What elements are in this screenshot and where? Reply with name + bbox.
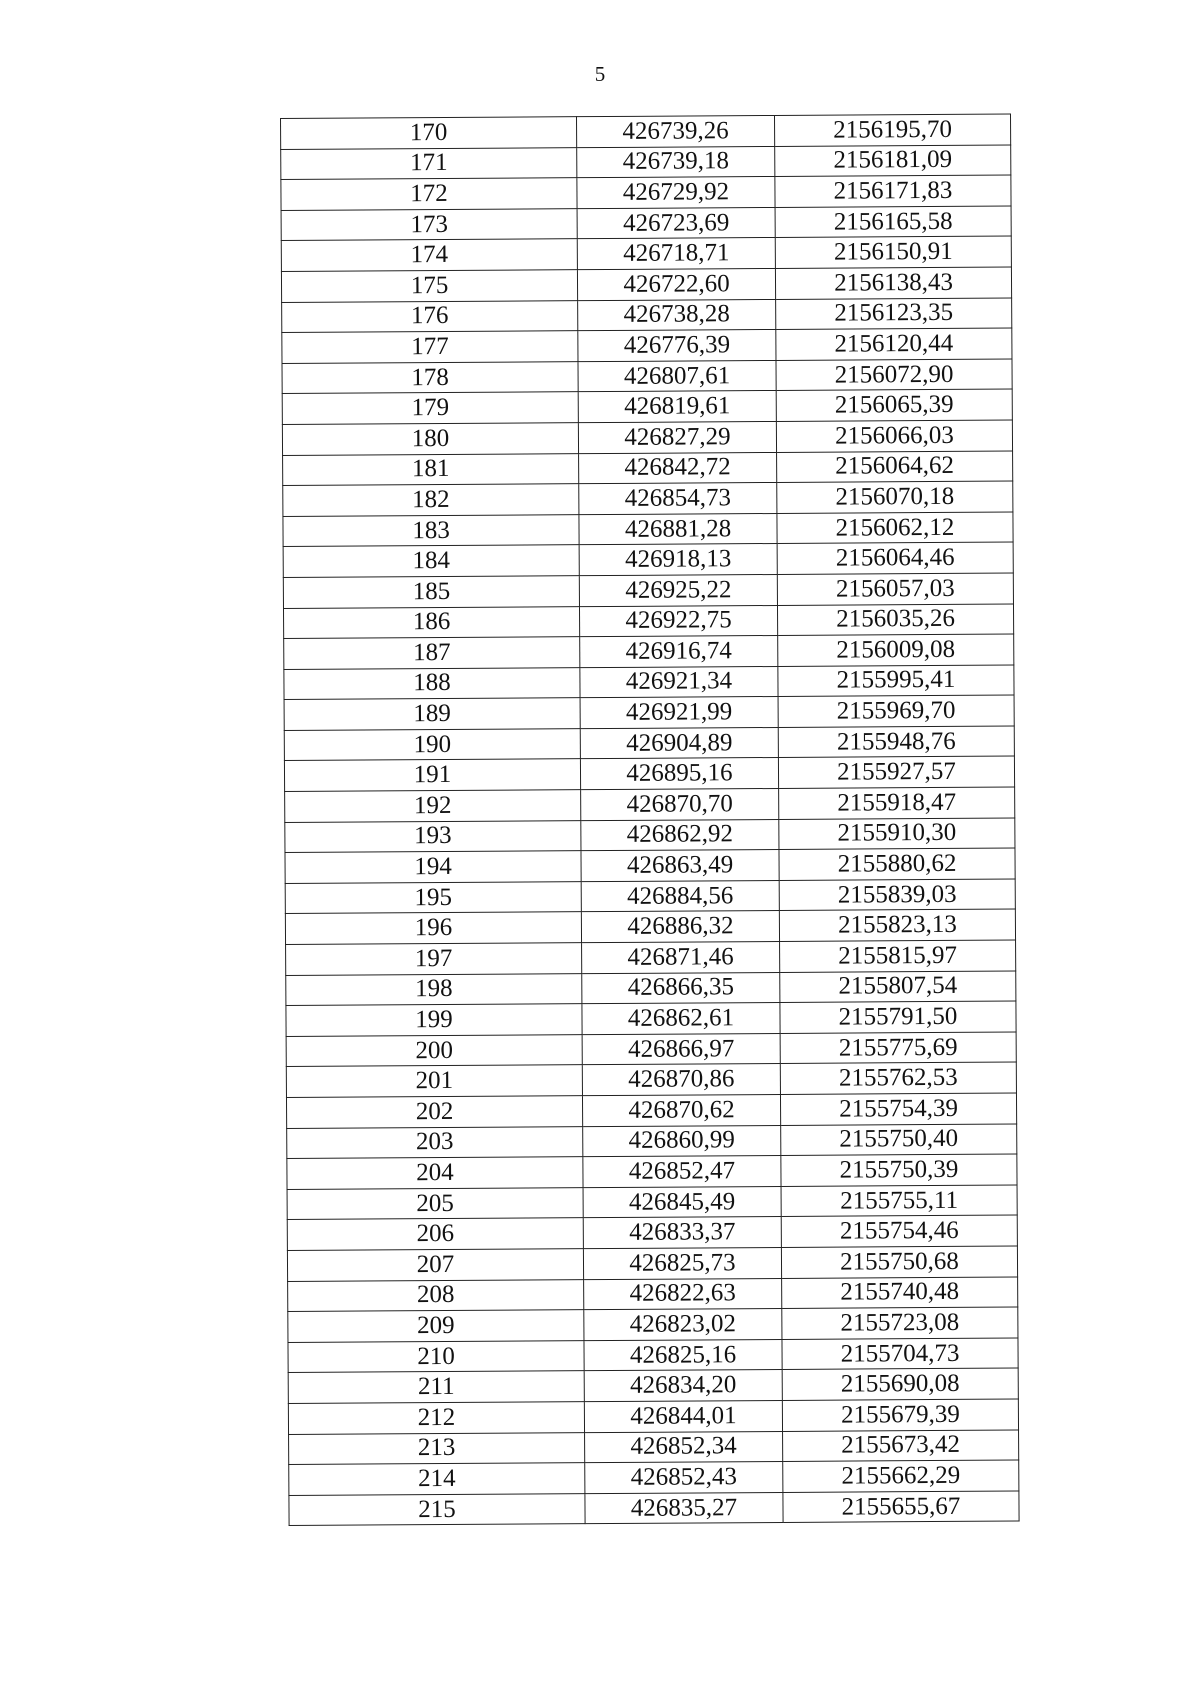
x-coordinate-cell: 426895,16	[580, 758, 778, 790]
x-coordinate-cell: 426718,71	[577, 238, 775, 270]
table-row	[286, 1093, 1016, 1128]
x-coordinate-cell: 426866,97	[582, 1033, 780, 1065]
x-coordinate-cell: 426870,62	[582, 1094, 780, 1126]
x-coordinate-cell: 426823,02	[584, 1309, 782, 1341]
x-coordinate-cell: 426862,92	[581, 819, 779, 851]
table-row	[285, 879, 1015, 914]
table-row	[284, 665, 1014, 700]
table-row	[285, 848, 1015, 883]
table-row	[281, 114, 1011, 149]
y-coordinate-cell: 2155673,42	[783, 1430, 1019, 1462]
y-coordinate-cell: 2155750,68	[781, 1246, 1017, 1278]
table-row	[283, 512, 1013, 547]
point-number-cell: 182	[283, 484, 579, 516]
x-coordinate-cell: 426925,22	[579, 574, 777, 606]
y-coordinate-cell: 2155762,53	[780, 1062, 1016, 1094]
x-coordinate-cell: 426819,61	[578, 391, 776, 423]
table-row	[288, 1338, 1018, 1373]
point-number-cell: 177	[282, 331, 578, 363]
y-coordinate-cell: 2156165,58	[775, 206, 1011, 238]
x-coordinate-cell: 426884,56	[581, 880, 779, 912]
point-number-cell: 208	[288, 1279, 584, 1311]
y-coordinate-cell: 2155754,46	[781, 1215, 1017, 1247]
x-coordinate-cell: 426852,47	[583, 1156, 781, 1188]
table-row	[285, 787, 1015, 822]
y-coordinate-cell: 2155948,76	[778, 726, 1014, 758]
table-row	[288, 1307, 1018, 1342]
y-coordinate-cell: 2155690,08	[782, 1368, 1018, 1400]
table-row	[281, 206, 1011, 241]
point-number-cell: 214	[289, 1463, 585, 1495]
point-number-cell: 192	[285, 790, 581, 822]
x-coordinate-cell: 426739,18	[577, 146, 775, 178]
point-number-cell: 189	[284, 698, 580, 730]
point-number-cell: 197	[286, 943, 582, 975]
x-coordinate-cell: 426922,75	[579, 605, 777, 637]
y-coordinate-cell: 2155791,50	[780, 1001, 1016, 1033]
x-coordinate-cell: 426870,70	[581, 789, 779, 821]
table-row	[281, 267, 1011, 302]
table-row	[282, 298, 1012, 333]
y-coordinate-cell: 2156120,44	[776, 328, 1012, 360]
table-row	[282, 359, 1012, 394]
x-coordinate-cell: 426842,72	[579, 452, 777, 484]
x-coordinate-cell: 426738,28	[578, 299, 776, 331]
x-coordinate-cell: 426852,34	[585, 1431, 783, 1463]
x-coordinate-cell: 426833,37	[583, 1217, 781, 1249]
y-coordinate-cell: 2156065,39	[776, 389, 1012, 421]
y-coordinate-cell: 2155927,57	[778, 756, 1014, 788]
point-number-cell: 203	[287, 1126, 583, 1158]
y-coordinate-cell: 2155880,62	[779, 848, 1015, 880]
x-coordinate-cell: 426870,86	[582, 1064, 780, 1096]
table-row	[287, 1185, 1017, 1220]
table-row	[281, 175, 1011, 210]
point-number-cell: 174	[281, 239, 577, 271]
x-coordinate-cell: 426921,34	[580, 666, 778, 698]
x-coordinate-cell: 426723,69	[577, 207, 775, 239]
x-coordinate-cell: 426729,92	[577, 177, 775, 209]
y-coordinate-cell: 2156057,03	[777, 573, 1013, 605]
x-coordinate-cell: 426825,73	[583, 1247, 781, 1279]
table-row	[281, 236, 1011, 271]
point-number-cell: 173	[281, 208, 577, 240]
y-coordinate-cell: 2155662,29	[783, 1460, 1019, 1492]
y-coordinate-cell: 2155910,30	[779, 818, 1015, 850]
x-coordinate-cell: 426722,60	[577, 268, 775, 300]
x-coordinate-cell: 426852,43	[585, 1462, 783, 1494]
point-number-cell: 202	[286, 1096, 582, 1128]
y-coordinate-cell: 2155750,40	[781, 1124, 1017, 1156]
table-row	[289, 1491, 1019, 1526]
y-coordinate-cell: 2155995,41	[778, 665, 1014, 697]
x-coordinate-cell: 426921,99	[580, 697, 778, 729]
y-coordinate-cell: 2155918,47	[779, 787, 1015, 819]
page-number: 5	[594, 62, 606, 86]
table-row	[283, 481, 1013, 516]
point-number-cell: 183	[283, 514, 579, 546]
table-row	[286, 1032, 1016, 1067]
x-coordinate-cell: 426881,28	[579, 513, 777, 545]
x-coordinate-cell: 426835,27	[585, 1492, 783, 1524]
table-row	[283, 451, 1013, 486]
y-coordinate-cell: 2156070,18	[777, 481, 1013, 513]
point-number-cell: 198	[286, 973, 582, 1005]
point-number-cell: 175	[281, 270, 577, 302]
y-coordinate-cell: 2155740,48	[782, 1277, 1018, 1309]
x-coordinate-cell: 426845,49	[583, 1186, 781, 1218]
table-row	[285, 909, 1015, 944]
table-row	[283, 604, 1013, 639]
point-number-cell: 215	[289, 1493, 585, 1525]
point-number-cell: 201	[286, 1065, 582, 1097]
x-coordinate-cell: 426807,61	[578, 360, 776, 392]
y-coordinate-cell: 2156150,91	[775, 236, 1011, 268]
point-number-cell: 196	[285, 912, 581, 944]
point-number-cell: 206	[287, 1218, 583, 1250]
point-number-cell: 210	[288, 1340, 584, 1372]
y-coordinate-cell: 2155755,11	[781, 1185, 1017, 1217]
point-number-cell: 190	[284, 729, 580, 761]
table-row	[284, 756, 1014, 791]
point-number-cell: 211	[288, 1371, 584, 1403]
y-coordinate-cell: 2155815,97	[780, 940, 1016, 972]
table-row	[286, 1062, 1016, 1097]
table-row	[286, 1001, 1016, 1036]
y-coordinate-cell: 2155704,73	[782, 1338, 1018, 1370]
x-coordinate-cell: 426866,35	[582, 972, 780, 1004]
point-number-cell: 181	[283, 453, 579, 485]
y-coordinate-cell: 2155723,08	[782, 1307, 1018, 1339]
point-number-cell: 209	[288, 1310, 584, 1342]
y-coordinate-cell: 2156066,03	[776, 420, 1012, 452]
coordinates-table	[280, 114, 1020, 1527]
point-number-cell: 187	[284, 637, 580, 669]
table-row	[286, 971, 1016, 1006]
y-coordinate-cell: 2156123,35	[776, 298, 1012, 330]
table-row	[284, 695, 1014, 730]
x-coordinate-cell: 426904,89	[580, 727, 778, 759]
y-coordinate-cell: 2156064,46	[777, 542, 1013, 574]
point-number-cell: 199	[286, 1004, 582, 1036]
y-coordinate-cell: 2155775,69	[780, 1032, 1016, 1064]
table-row	[287, 1246, 1017, 1281]
point-number-cell: 188	[284, 667, 580, 699]
y-coordinate-cell: 2156171,83	[775, 175, 1011, 207]
point-number-cell: 170	[281, 117, 577, 149]
point-number-cell: 184	[283, 545, 579, 577]
x-coordinate-cell: 426918,13	[579, 544, 777, 576]
x-coordinate-cell: 426825,16	[584, 1339, 782, 1371]
table-row	[285, 818, 1015, 853]
table-row	[287, 1154, 1017, 1189]
y-coordinate-cell: 2156062,12	[777, 512, 1013, 544]
y-coordinate-cell: 2155679,39	[782, 1399, 1018, 1431]
point-number-cell: 212	[288, 1402, 584, 1434]
y-coordinate-cell: 2156072,90	[776, 359, 1012, 391]
point-number-cell: 200	[286, 1034, 582, 1066]
table-row	[283, 573, 1013, 608]
x-coordinate-cell: 426854,73	[579, 483, 777, 515]
point-number-cell: 180	[282, 423, 578, 455]
point-number-cell: 186	[283, 606, 579, 638]
point-number-cell: 207	[287, 1249, 583, 1281]
table-row	[283, 542, 1013, 577]
x-coordinate-cell: 426776,39	[578, 330, 776, 362]
table-row	[286, 940, 1016, 975]
y-coordinate-cell: 2155655,67	[783, 1491, 1019, 1523]
y-coordinate-cell: 2155754,39	[780, 1093, 1016, 1125]
y-coordinate-cell: 2155750,39	[781, 1154, 1017, 1186]
table-row	[284, 726, 1014, 761]
table-row	[287, 1215, 1017, 1250]
point-number-cell: 179	[282, 392, 578, 424]
x-coordinate-cell: 426916,74	[580, 636, 778, 668]
point-number-cell: 185	[283, 576, 579, 608]
x-coordinate-cell: 426844,01	[584, 1400, 782, 1432]
table-row	[287, 1124, 1017, 1159]
table-row	[288, 1368, 1018, 1403]
point-number-cell: 205	[287, 1187, 583, 1219]
point-number-cell: 176	[282, 300, 578, 332]
point-number-cell: 193	[285, 820, 581, 852]
y-coordinate-cell: 2156009,08	[778, 634, 1014, 666]
point-number-cell: 172	[281, 178, 577, 210]
y-coordinate-cell: 2156064,62	[777, 451, 1013, 483]
y-coordinate-cell: 2156138,43	[775, 267, 1011, 299]
table-row	[289, 1460, 1019, 1495]
table-row	[282, 328, 1012, 363]
x-coordinate-cell: 426862,61	[582, 1003, 780, 1035]
table-row	[282, 389, 1012, 424]
point-number-cell: 195	[285, 882, 581, 914]
x-coordinate-cell: 426834,20	[584, 1370, 782, 1402]
y-coordinate-cell: 2155823,13	[779, 909, 1015, 941]
x-coordinate-cell: 426863,49	[581, 850, 779, 882]
table-row	[289, 1430, 1019, 1465]
x-coordinate-cell: 426739,26	[576, 115, 774, 147]
x-coordinate-cell: 426822,63	[584, 1278, 782, 1310]
point-number-cell: 171	[281, 147, 577, 179]
point-number-cell: 191	[284, 759, 580, 791]
point-number-cell: 178	[282, 361, 578, 393]
y-coordinate-cell: 2155839,03	[779, 879, 1015, 911]
x-coordinate-cell: 426871,46	[582, 941, 780, 973]
y-coordinate-cell: 2156181,09	[775, 145, 1011, 177]
x-coordinate-cell: 426860,99	[583, 1125, 781, 1157]
y-coordinate-cell: 2155807,54	[780, 971, 1016, 1003]
point-number-cell: 204	[287, 1157, 583, 1189]
x-coordinate-cell: 426886,32	[581, 911, 779, 943]
table-row	[284, 634, 1014, 669]
y-coordinate-cell: 2156195,70	[774, 114, 1010, 146]
x-coordinate-cell: 426827,29	[578, 421, 776, 453]
table-row	[282, 420, 1012, 455]
table-row	[288, 1399, 1018, 1434]
coordinates-table-body	[281, 114, 1020, 1526]
table-row	[288, 1277, 1018, 1312]
point-number-cell: 194	[285, 851, 581, 883]
y-coordinate-cell: 2156035,26	[777, 604, 1013, 636]
y-coordinate-cell: 2155969,70	[778, 695, 1014, 727]
point-number-cell: 213	[289, 1432, 585, 1464]
table-row	[281, 145, 1011, 180]
